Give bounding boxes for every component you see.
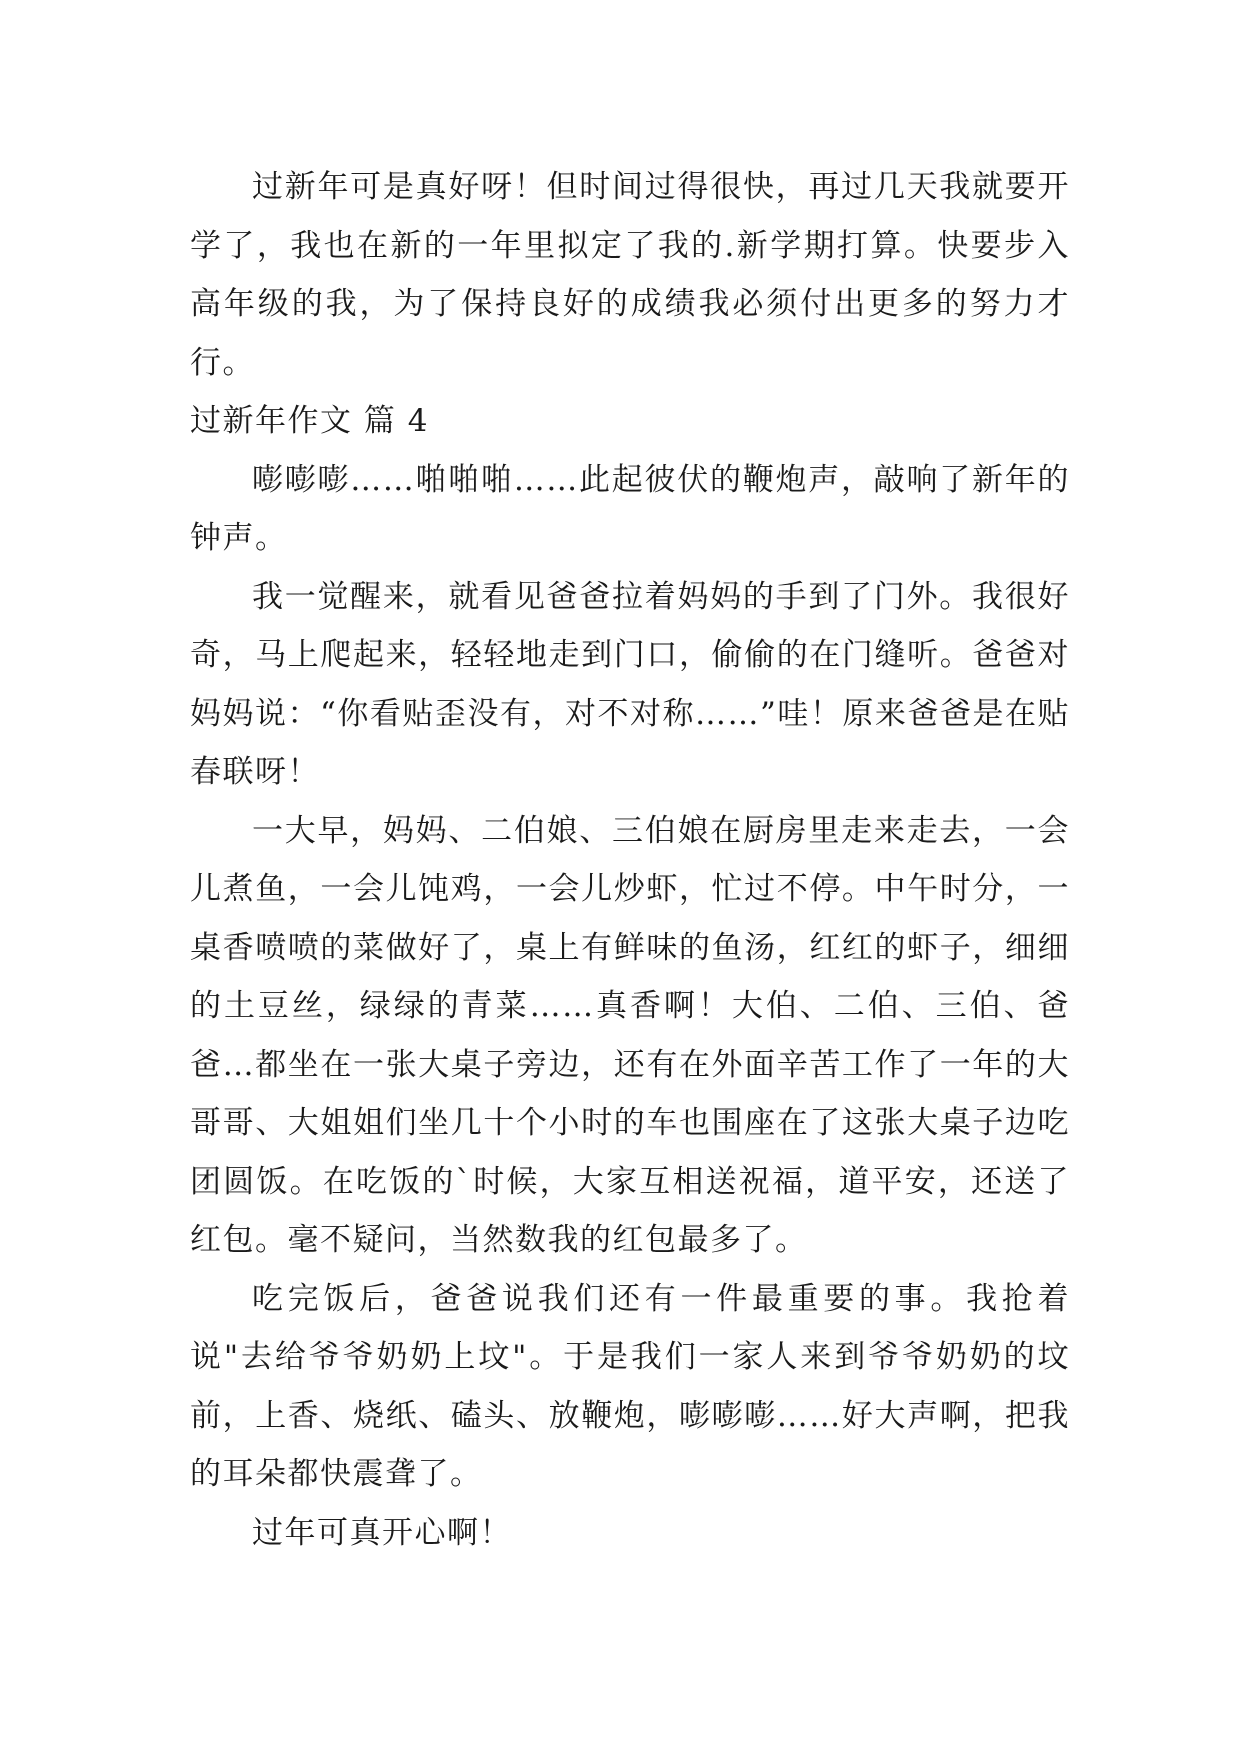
paragraph: 吃完饭后，爸爸说我们还有一件最重要的事。我抢着说"去给爷爷奶奶上坟"。于是我们一家人来到爷爷奶奶的坟前，上香、烧纸、磕头、放鞭炮，嘭嘭嘭……好大声啊，把我的耳朵都快震聋了。 (190, 1280, 1070, 1492)
document-body (190, 158, 1070, 1562)
paragraph-intro: 过新年可是真好呀！但时间过得很快，再过几天我就要开学了，我也在新的一年里拟定了我的.新学期打算。快要步入高年级的我，为了保持良好的成绩我必须付出更多的努力才行。 (190, 169, 1070, 381)
paragraph: 一大早，妈妈、二伯娘、三伯娘在厨房里走来走去，一会儿煮鱼，一会儿饨鸡，一会儿炒虾，忙过不停。中午时分，一桌香喷喷的菜做好了，桌上有鲜味的鱼汤，红红的虾子，细细的土豆丝，绿绿的青菜……真香啊！大伯、二伯、三伯、爸爸…都坐在一张大桌子旁边，还有在外面辛苦工作了一年的大哥哥、大姐姐们坐几十个小时的车也围座在了这张大桌子边吃团圆饭。在吃饭的`时候，大家互相送祝福，道平安，还送了红包。毫不疑问，当然数我的红包最多了。 (190, 812, 1070, 1258)
paragraph: 我一觉醒来，就看见爸爸拉着妈妈的手到了门外。我很好奇，马上爬起来，轻轻地走到门口，偷偷的在门缝听。爸爸对妈妈说：“你看贴歪没有，对不对称……”哇！原来爸爸是在贴春联呀！ (190, 578, 1070, 790)
section-heading: 过新年作文 篇 4 (190, 403, 429, 439)
paragraph: 过年可真开心啊！ (252, 1514, 512, 1551)
paragraph: 嘭嘭嘭……啪啪啪……此起彼伏的鞭炮声，敲响了新年的钟声。 (190, 461, 1070, 556)
